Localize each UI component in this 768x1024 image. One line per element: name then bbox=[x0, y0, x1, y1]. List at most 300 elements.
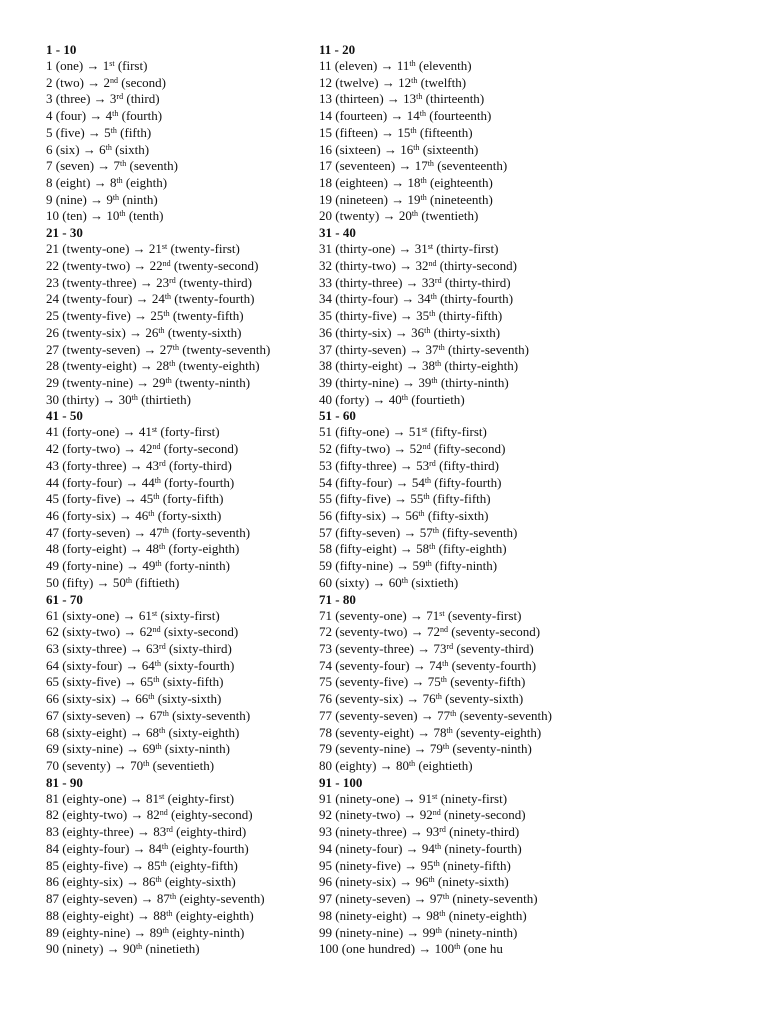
ordinal-word: ninety-fifth bbox=[447, 857, 507, 873]
ordinal-word: fifty-fifth bbox=[437, 491, 487, 507]
ordinal-word: sixth bbox=[119, 141, 145, 157]
section-heading: 41 - 50 bbox=[46, 408, 83, 424]
ordinal-number: 61 bbox=[138, 607, 152, 623]
cardinal-word: seventy-six bbox=[339, 691, 399, 707]
arrow-icon: → bbox=[386, 91, 400, 107]
ordinal-row: 21 (twenty-one) → 21st (twenty-first) bbox=[46, 241, 240, 257]
ordinal-word: ninety-eighth bbox=[453, 907, 523, 923]
section-heading: 21 - 30 bbox=[46, 225, 83, 241]
cardinal-number: 47 bbox=[46, 524, 59, 540]
ordinal-word: thirty-fourth bbox=[444, 291, 509, 307]
ordinal-suffix: th bbox=[428, 875, 435, 885]
cardinal-word: eighteen bbox=[339, 175, 384, 191]
ordinal-suffix: th bbox=[401, 575, 408, 585]
ordinal-suffix: th bbox=[161, 841, 169, 851]
ordinal-number: 97 bbox=[429, 891, 443, 907]
ordinal-row: 77 (seventy-seven) → 77th (seventy-seventh) bbox=[319, 707, 553, 723]
cardinal-word: thirty-eight bbox=[339, 358, 399, 374]
ordinal-number: 49 bbox=[142, 558, 156, 574]
cardinal-number: 63 bbox=[46, 641, 59, 656]
arrow-icon: → bbox=[93, 175, 107, 191]
ordinal-word: thirty-fifth bbox=[442, 308, 498, 324]
ordinal-number: 62 bbox=[139, 624, 153, 640]
arrow-icon: → bbox=[129, 457, 143, 473]
ordinal-row: 66 (sixty-six) → 66th (sixty-sixth) bbox=[46, 691, 222, 707]
cardinal-number: 58 bbox=[319, 541, 332, 557]
cardinal-number: 70 bbox=[46, 758, 59, 774]
ordinal-number: 74 bbox=[429, 657, 443, 673]
ordinal-suffix: th bbox=[423, 492, 430, 502]
arrow-icon: → bbox=[399, 457, 413, 473]
ordinal-suffix: rd bbox=[429, 458, 436, 468]
arrow-icon: → bbox=[122, 424, 136, 440]
arrow-icon: → bbox=[403, 524, 417, 540]
ordinal-word: sixty-fourth bbox=[168, 657, 230, 673]
ordinal-suffix: nd bbox=[162, 258, 171, 268]
ordinal-word: sixty-first bbox=[164, 607, 216, 623]
ordinal-number: 59 bbox=[412, 558, 426, 574]
arrow-icon: → bbox=[392, 424, 406, 440]
arrow-icon: → bbox=[126, 741, 140, 757]
ordinal-word: forty-fifth bbox=[167, 491, 220, 507]
arrow-icon: → bbox=[413, 891, 427, 907]
ordinal-row: 39 (thirty-nine) → 39th (thirty-ninth) bbox=[319, 374, 509, 390]
cardinal-number: 41 bbox=[46, 424, 59, 440]
ordinal-suffix: th bbox=[153, 492, 160, 502]
ordinal-number: 89 bbox=[149, 924, 163, 940]
ordinal-suffix: rd bbox=[169, 275, 176, 285]
cardinal-number: 43 bbox=[46, 457, 59, 473]
ordinal-row: 33 (thirty-three) → 33rd (thirty-third) bbox=[319, 274, 511, 290]
ordinal-number: 76 bbox=[422, 691, 436, 707]
ordinal-row: 44 (forty-four) → 44th (forty-fourth) bbox=[46, 474, 235, 490]
ordinal-row: 10 (ten) → 10th (tenth) bbox=[46, 208, 164, 224]
cardinal-number: 96 bbox=[319, 874, 332, 890]
cardinal-word: fifty-five bbox=[339, 491, 387, 507]
cardinal-word: fifty bbox=[66, 574, 89, 590]
cardinal-number: 83 bbox=[46, 824, 59, 840]
cardinal-word: fifty-two bbox=[339, 441, 386, 457]
ordinal-suffix: th bbox=[431, 375, 438, 385]
cardinal-number: 29 bbox=[46, 374, 59, 390]
ordinal-suffix: th bbox=[112, 109, 119, 119]
ordinal-number: 40 bbox=[388, 391, 402, 407]
ordinal-suffix: nd bbox=[152, 442, 161, 452]
ordinal-suffix: th bbox=[116, 176, 123, 186]
ordinal-word: seventy-ninth bbox=[456, 741, 528, 757]
ordinal-row: 88 (eighty-eight) → 88th (eighty-eighth) bbox=[46, 907, 254, 923]
cardinal-word: seventy-two bbox=[339, 624, 404, 640]
cardinal-number: 65 bbox=[46, 674, 59, 690]
ordinal-word: fifty-third bbox=[443, 457, 495, 473]
cardinal-word: fifteen bbox=[339, 124, 374, 140]
cardinal-number: 4 bbox=[46, 108, 53, 124]
ordinal-row: 32 (thirty-two) → 32nd (thirty-second) bbox=[319, 257, 517, 273]
ordinal-word: fifty-seventh bbox=[446, 524, 513, 540]
cardinal-number: 61 bbox=[46, 607, 59, 623]
ordinal-word: sixty-third bbox=[173, 641, 228, 656]
cardinal-number: 48 bbox=[46, 541, 59, 557]
ordinal-number: 68 bbox=[146, 724, 160, 740]
ordinal-suffix: st bbox=[151, 608, 158, 618]
ordinal-number: 26 bbox=[145, 324, 159, 340]
cardinal-word: forty-three bbox=[66, 457, 123, 473]
cardinal-number: 52 bbox=[319, 441, 332, 457]
cardinal-word: seventeen bbox=[339, 158, 391, 174]
arrow-icon: → bbox=[129, 324, 143, 340]
cardinal-word: fifty-eight bbox=[339, 541, 393, 557]
cardinal-word: eight bbox=[60, 175, 87, 191]
ordinal-word: forty-third bbox=[173, 457, 228, 473]
cardinal-word: eighty-one bbox=[66, 790, 123, 806]
ordinal-suffix: nd bbox=[109, 75, 118, 85]
ordinal-suffix: nd bbox=[152, 625, 161, 635]
ordinal-row: 56 (fifty-six) → 56th (fifty-sixth) bbox=[319, 507, 489, 523]
cardinal-number: 73 bbox=[319, 641, 332, 656]
ordinal-number: 63 bbox=[146, 641, 160, 656]
ordinal-number: 60 bbox=[388, 574, 402, 590]
ordinal-number: 70 bbox=[130, 758, 144, 774]
ordinal-suffix: th bbox=[169, 892, 177, 902]
cardinal-number: 54 bbox=[319, 474, 332, 490]
ordinal-number: 4 bbox=[105, 108, 113, 124]
ordinal-suffix: th bbox=[153, 675, 160, 685]
ordinal-suffix: th bbox=[120, 159, 127, 169]
cardinal-word: forty bbox=[339, 391, 365, 407]
ordinal-row: 73 (seventy-three) → 73rd (seventy-third) bbox=[319, 641, 534, 656]
ordinal-suffix: th bbox=[401, 392, 408, 402]
ordinal-number: 20 bbox=[398, 208, 412, 224]
arrow-icon: → bbox=[135, 291, 149, 307]
ordinal-word: one hu bbox=[467, 941, 503, 957]
arrow-icon: → bbox=[410, 607, 423, 623]
ordinal-row: 22 (twenty-two) → 22nd (twenty-second) bbox=[46, 257, 259, 273]
cardinal-number: 28 bbox=[46, 358, 59, 374]
arrow-icon: → bbox=[417, 641, 431, 656]
ordinal-row: 7 (seven) → 7th (seventh) bbox=[46, 158, 178, 174]
cardinal-word: forty-six bbox=[66, 507, 112, 523]
ordinal-suffix: th bbox=[434, 359, 442, 369]
cardinal-word: ninety-three bbox=[339, 824, 403, 840]
ordinal-suffix: rd bbox=[159, 458, 166, 468]
ordinal-number: 33 bbox=[421, 274, 435, 290]
cardinal-word: fifty-seven bbox=[339, 524, 396, 540]
cardinal-word: thirty-two bbox=[339, 257, 392, 273]
arrow-icon: → bbox=[133, 707, 147, 723]
number-section bbox=[46, 42, 270, 225]
cardinal-number: 77 bbox=[319, 707, 332, 723]
arrow-icon: → bbox=[410, 624, 424, 640]
arrow-icon: → bbox=[96, 574, 110, 590]
ordinal-word: seventy-eighth bbox=[460, 724, 537, 740]
ordinal-word: thirty-ninth bbox=[445, 374, 505, 390]
arrow-icon: → bbox=[126, 874, 140, 890]
arrow-icon: → bbox=[139, 274, 153, 290]
cardinal-word: twenty-five bbox=[66, 308, 127, 324]
ordinal-word: twentieth bbox=[425, 208, 475, 224]
cardinal-word: twenty-seven bbox=[66, 341, 136, 357]
cardinal-word: fifty-four bbox=[339, 474, 388, 490]
ordinal-row: 30 (thirty) → 30th (thirtieth) bbox=[46, 391, 191, 407]
cardinal-word: seventy-seven bbox=[339, 707, 414, 723]
ordinal-number: 37 bbox=[425, 341, 439, 357]
ordinal-word: twenty-seventh bbox=[186, 341, 266, 357]
ordinal-word: eighty-third bbox=[180, 824, 242, 840]
ordinal-word: thirty-eighth bbox=[448, 358, 514, 374]
arrow-icon: → bbox=[125, 474, 139, 490]
section-heading: 61 - 70 bbox=[46, 591, 83, 607]
ordinal-suffix: th bbox=[420, 192, 427, 202]
ordinal-row: 98 (ninety-eight) → 98th (ninety-eighth) bbox=[319, 907, 527, 923]
ordinal-word: eighty-second bbox=[175, 807, 249, 823]
cardinal-number: 6 bbox=[46, 141, 53, 157]
cardinal-word: forty-five bbox=[66, 491, 117, 507]
cardinal-word: forty-seven bbox=[66, 524, 126, 540]
ordinal-word: sixtieth bbox=[415, 574, 454, 590]
arrow-icon: → bbox=[398, 158, 412, 174]
ordinal-suffix: th bbox=[160, 858, 167, 868]
ordinal-word: ninety-third bbox=[453, 824, 515, 840]
ordinal-number: 28 bbox=[156, 358, 170, 374]
arrow-icon: → bbox=[420, 707, 434, 723]
ordinal-row: 18 (eighteen) → 18th (eighteenth) bbox=[319, 175, 493, 191]
cardinal-word: seventy-nine bbox=[339, 741, 407, 757]
ordinal-number: 19 bbox=[407, 191, 421, 207]
ordinal-row: 49 (forty-nine) → 49th (forty-ninth) bbox=[46, 558, 230, 574]
ordinal-word: eighty-fourth bbox=[175, 840, 245, 856]
ordinal-suffix: st bbox=[159, 791, 165, 801]
ordinal-row: 72 (seventy-two) → 72nd (seventy-second) bbox=[319, 624, 541, 640]
ordinal-suffix: st bbox=[151, 425, 158, 435]
ordinal-suffix: nd bbox=[428, 258, 437, 268]
cardinal-number: 46 bbox=[46, 507, 59, 523]
arrow-icon: → bbox=[139, 358, 153, 374]
ordinal-number: 98 bbox=[426, 907, 440, 923]
cardinal-word: fifty-one bbox=[339, 424, 386, 440]
ordinal-number: 53 bbox=[416, 457, 430, 473]
ordinal-word: eighty-ninth bbox=[176, 924, 241, 940]
cardinal-number: 62 bbox=[46, 624, 59, 640]
arrow-icon: → bbox=[381, 124, 395, 140]
cardinal-number: 71 bbox=[319, 607, 332, 623]
ordinal-row: 57 (fifty-seven) → 57th (fifty-seventh) bbox=[319, 524, 518, 540]
ordinal-word: fifty-second bbox=[438, 441, 502, 457]
cardinal-number: 99 bbox=[319, 924, 332, 940]
cardinal-number: 84 bbox=[46, 840, 59, 856]
ordinal-row: 38 (thirty-eight) → 38th (thirty-eighth) bbox=[319, 358, 519, 374]
number-section bbox=[319, 775, 552, 958]
ordinal-number: 45 bbox=[140, 491, 154, 507]
ordinal-suffix: th bbox=[442, 658, 449, 668]
cardinal-number: 24 bbox=[46, 291, 59, 307]
ordinal-row: 5 (five) → 5th (fifth) bbox=[46, 124, 152, 140]
ordinal-number: 87 bbox=[156, 891, 170, 907]
ordinal-number: 5 bbox=[104, 124, 111, 140]
arrow-icon: → bbox=[102, 391, 116, 407]
cardinal-number: 36 bbox=[319, 324, 332, 340]
arrow-icon: → bbox=[118, 691, 132, 707]
ordinal-suffix: th bbox=[418, 508, 425, 518]
ordinal-row: 99 (ninety-nine) → 99th (ninety-ninth) bbox=[319, 924, 518, 940]
ordinal-word: ninety-fourth bbox=[448, 840, 518, 856]
ordinal-number: 13 bbox=[403, 91, 417, 107]
cardinal-number: 32 bbox=[319, 257, 332, 273]
ordinal-word: twenty-third bbox=[183, 274, 248, 290]
cardinal-word: five bbox=[60, 124, 81, 140]
arrow-icon: → bbox=[412, 657, 426, 673]
ordinal-number: 54 bbox=[411, 474, 425, 490]
cardinal-number: 59 bbox=[319, 558, 332, 574]
cardinal-number: 100 bbox=[319, 941, 339, 957]
cardinal-word: one hundred bbox=[346, 941, 411, 957]
ordinal-row: 23 (twenty-three) → 23rd (twenty-third) bbox=[46, 274, 253, 290]
ordinal-row: 74 (seventy-four) → 74th (seventy-fourth) bbox=[319, 657, 537, 673]
ordinal-word: tenth bbox=[133, 208, 160, 224]
arrow-icon: → bbox=[129, 641, 143, 656]
ordinal-number: 31 bbox=[414, 241, 428, 257]
ordinal-suffix: th bbox=[416, 92, 423, 102]
cardinal-number: 11 bbox=[319, 58, 332, 73]
ordinal-suffix: th bbox=[164, 292, 172, 302]
ordinal-row: 83 (eighty-three) → 83rd (eighty-third) bbox=[46, 824, 247, 840]
ordinal-row: 9 (nine) → 9th (ninth) bbox=[46, 191, 158, 207]
ordinal-suffix: th bbox=[158, 325, 165, 335]
ordinal-row: 51 (fifty-one) → 51st (fifty-first) bbox=[319, 424, 487, 440]
ordinal-suffix: st bbox=[161, 242, 168, 252]
ordinal-suffix: nd bbox=[432, 808, 441, 818]
arrow-icon: → bbox=[122, 607, 136, 623]
ordinal-suffix: th bbox=[442, 892, 450, 902]
cardinal-word: eighty-five bbox=[66, 857, 124, 873]
ordinal-number: 88 bbox=[153, 907, 167, 923]
ordinal-row: 17 (seventeen) → 17th (seventeenth) bbox=[319, 158, 508, 174]
ordinal-row: 48 (forty-eight) → 48th (forty-eighth) bbox=[46, 541, 240, 557]
cardinal-number: 34 bbox=[319, 291, 332, 307]
ordinal-suffix: th bbox=[424, 475, 432, 485]
ordinal-suffix: rd bbox=[439, 825, 446, 835]
cardinal-word: ninety bbox=[66, 941, 100, 957]
cardinal-word: twelve bbox=[339, 74, 375, 90]
cardinal-number: 13 bbox=[319, 91, 332, 107]
cardinal-number: 16 bbox=[319, 141, 332, 157]
ordinal-suffix: th bbox=[454, 942, 461, 952]
ordinal-word: eighth bbox=[130, 175, 163, 191]
cardinal-number: 98 bbox=[319, 907, 332, 923]
ordinal-suffix: st bbox=[439, 608, 445, 618]
cardinal-number: 17 bbox=[319, 158, 332, 174]
ordinal-word: eighty-first bbox=[171, 790, 230, 806]
cardinal-word: nine bbox=[60, 191, 83, 207]
arrow-icon: → bbox=[396, 558, 410, 574]
cardinal-word: seventy-four bbox=[339, 657, 406, 673]
cardinal-number: 19 bbox=[319, 191, 332, 207]
cardinal-word: ninety-one bbox=[339, 790, 396, 806]
ordinal-suffix: th bbox=[430, 292, 437, 302]
ordinal-word: seventeenth bbox=[441, 158, 503, 174]
ordinal-suffix: th bbox=[119, 209, 126, 219]
ordinal-row: 8 (eight) → 8th (eighth) bbox=[46, 175, 168, 191]
ordinal-suffix: th bbox=[110, 125, 117, 135]
ordinal-word: fifty-ninth bbox=[439, 558, 493, 574]
ordinal-row: 84 (eighty-four) → 84th (eighty-fourth) bbox=[46, 840, 249, 856]
ordinal-number: 52 bbox=[409, 441, 423, 457]
arrow-icon: → bbox=[90, 191, 104, 207]
ordinal-number: 58 bbox=[416, 541, 430, 557]
ordinal-number: 8 bbox=[109, 175, 117, 191]
arrow-icon: → bbox=[136, 374, 150, 390]
cardinal-word: fifty-six bbox=[339, 507, 382, 523]
ordinal-row: 82 (eighty-two) → 82nd (eighty-second) bbox=[46, 807, 253, 823]
ordinal-number: 42 bbox=[139, 441, 153, 457]
arrow-icon: → bbox=[93, 91, 107, 107]
arrow-icon: → bbox=[126, 558, 140, 574]
number-section bbox=[319, 42, 552, 225]
cardinal-number: 92 bbox=[319, 807, 332, 823]
cardinal-word: four bbox=[60, 108, 82, 124]
ordinal-row: 35 (thirty-five) → 35th (thirty-fifth) bbox=[319, 308, 503, 324]
arrow-icon: → bbox=[129, 790, 143, 806]
cardinal-number: 60 bbox=[319, 574, 332, 590]
cardinal-number: 78 bbox=[319, 724, 332, 740]
cardinal-word: thirty-one bbox=[339, 241, 391, 257]
ordinal-row: 29 (twenty-nine) → 29th (twenty-ninth) bbox=[46, 374, 251, 390]
ordinal-suffix: th bbox=[163, 309, 170, 319]
arrow-icon: → bbox=[379, 758, 393, 774]
ordinal-row: 15 (fifteen) → 15th (fifteenth) bbox=[319, 124, 473, 140]
cardinal-number: 9 bbox=[46, 191, 53, 207]
ordinal-word: eighty-fifth bbox=[174, 857, 234, 873]
ordinal-suffix: th bbox=[162, 525, 169, 535]
ordinal-word: fourth bbox=[125, 108, 158, 124]
arrow-icon: → bbox=[89, 108, 103, 124]
ordinal-number: 55 bbox=[410, 491, 424, 507]
cardinal-word: sixty-seven bbox=[66, 707, 126, 723]
arrow-icon: → bbox=[410, 824, 423, 840]
cardinal-number: 15 bbox=[319, 124, 332, 140]
ordinal-suffix: rd bbox=[116, 92, 124, 102]
cardinal-number: 8 bbox=[46, 175, 53, 191]
cardinal-number: 27 bbox=[46, 341, 59, 357]
ordinal-number: 77 bbox=[437, 707, 451, 723]
arrow-icon: → bbox=[381, 74, 395, 90]
cardinal-number: 85 bbox=[46, 857, 59, 873]
ordinal-suffix: th bbox=[440, 675, 447, 685]
ordinal-number: 84 bbox=[148, 840, 162, 856]
cardinal-word: eleven bbox=[339, 58, 374, 73]
ordinal-row: 97 (ninety-seven) → 97th (ninety-seventh) bbox=[319, 891, 538, 907]
cardinal-number: 57 bbox=[319, 524, 332, 540]
ordinal-word: ninety-second bbox=[448, 807, 522, 823]
number-section bbox=[319, 225, 552, 408]
cardinal-word: twenty bbox=[339, 208, 375, 224]
ordinal-number: 6 bbox=[99, 141, 106, 157]
ordinal-row: 63 (sixty-three) → 63rd (sixty-third) bbox=[46, 641, 232, 656]
arrow-icon: → bbox=[372, 391, 386, 407]
ordinal-suffix: th bbox=[154, 658, 161, 668]
cardinal-number: 22 bbox=[46, 257, 59, 273]
cardinal-number: 93 bbox=[319, 824, 332, 840]
ordinal-word: fifty-eighth bbox=[442, 541, 503, 557]
cardinal-word: thirty bbox=[66, 391, 95, 407]
arrow-icon: → bbox=[130, 807, 144, 823]
cardinal-number: 97 bbox=[319, 891, 332, 907]
ordinal-row: 24 (twenty-four) → 24th (twenty-fourth) bbox=[46, 291, 255, 307]
cardinal-word: ninety-four bbox=[339, 840, 399, 856]
ordinal-word: ninety-seventh bbox=[456, 891, 534, 907]
cardinal-word: forty-nine bbox=[66, 558, 119, 574]
ordinal-suffix: st bbox=[421, 425, 428, 435]
arrow-icon: → bbox=[97, 158, 111, 174]
